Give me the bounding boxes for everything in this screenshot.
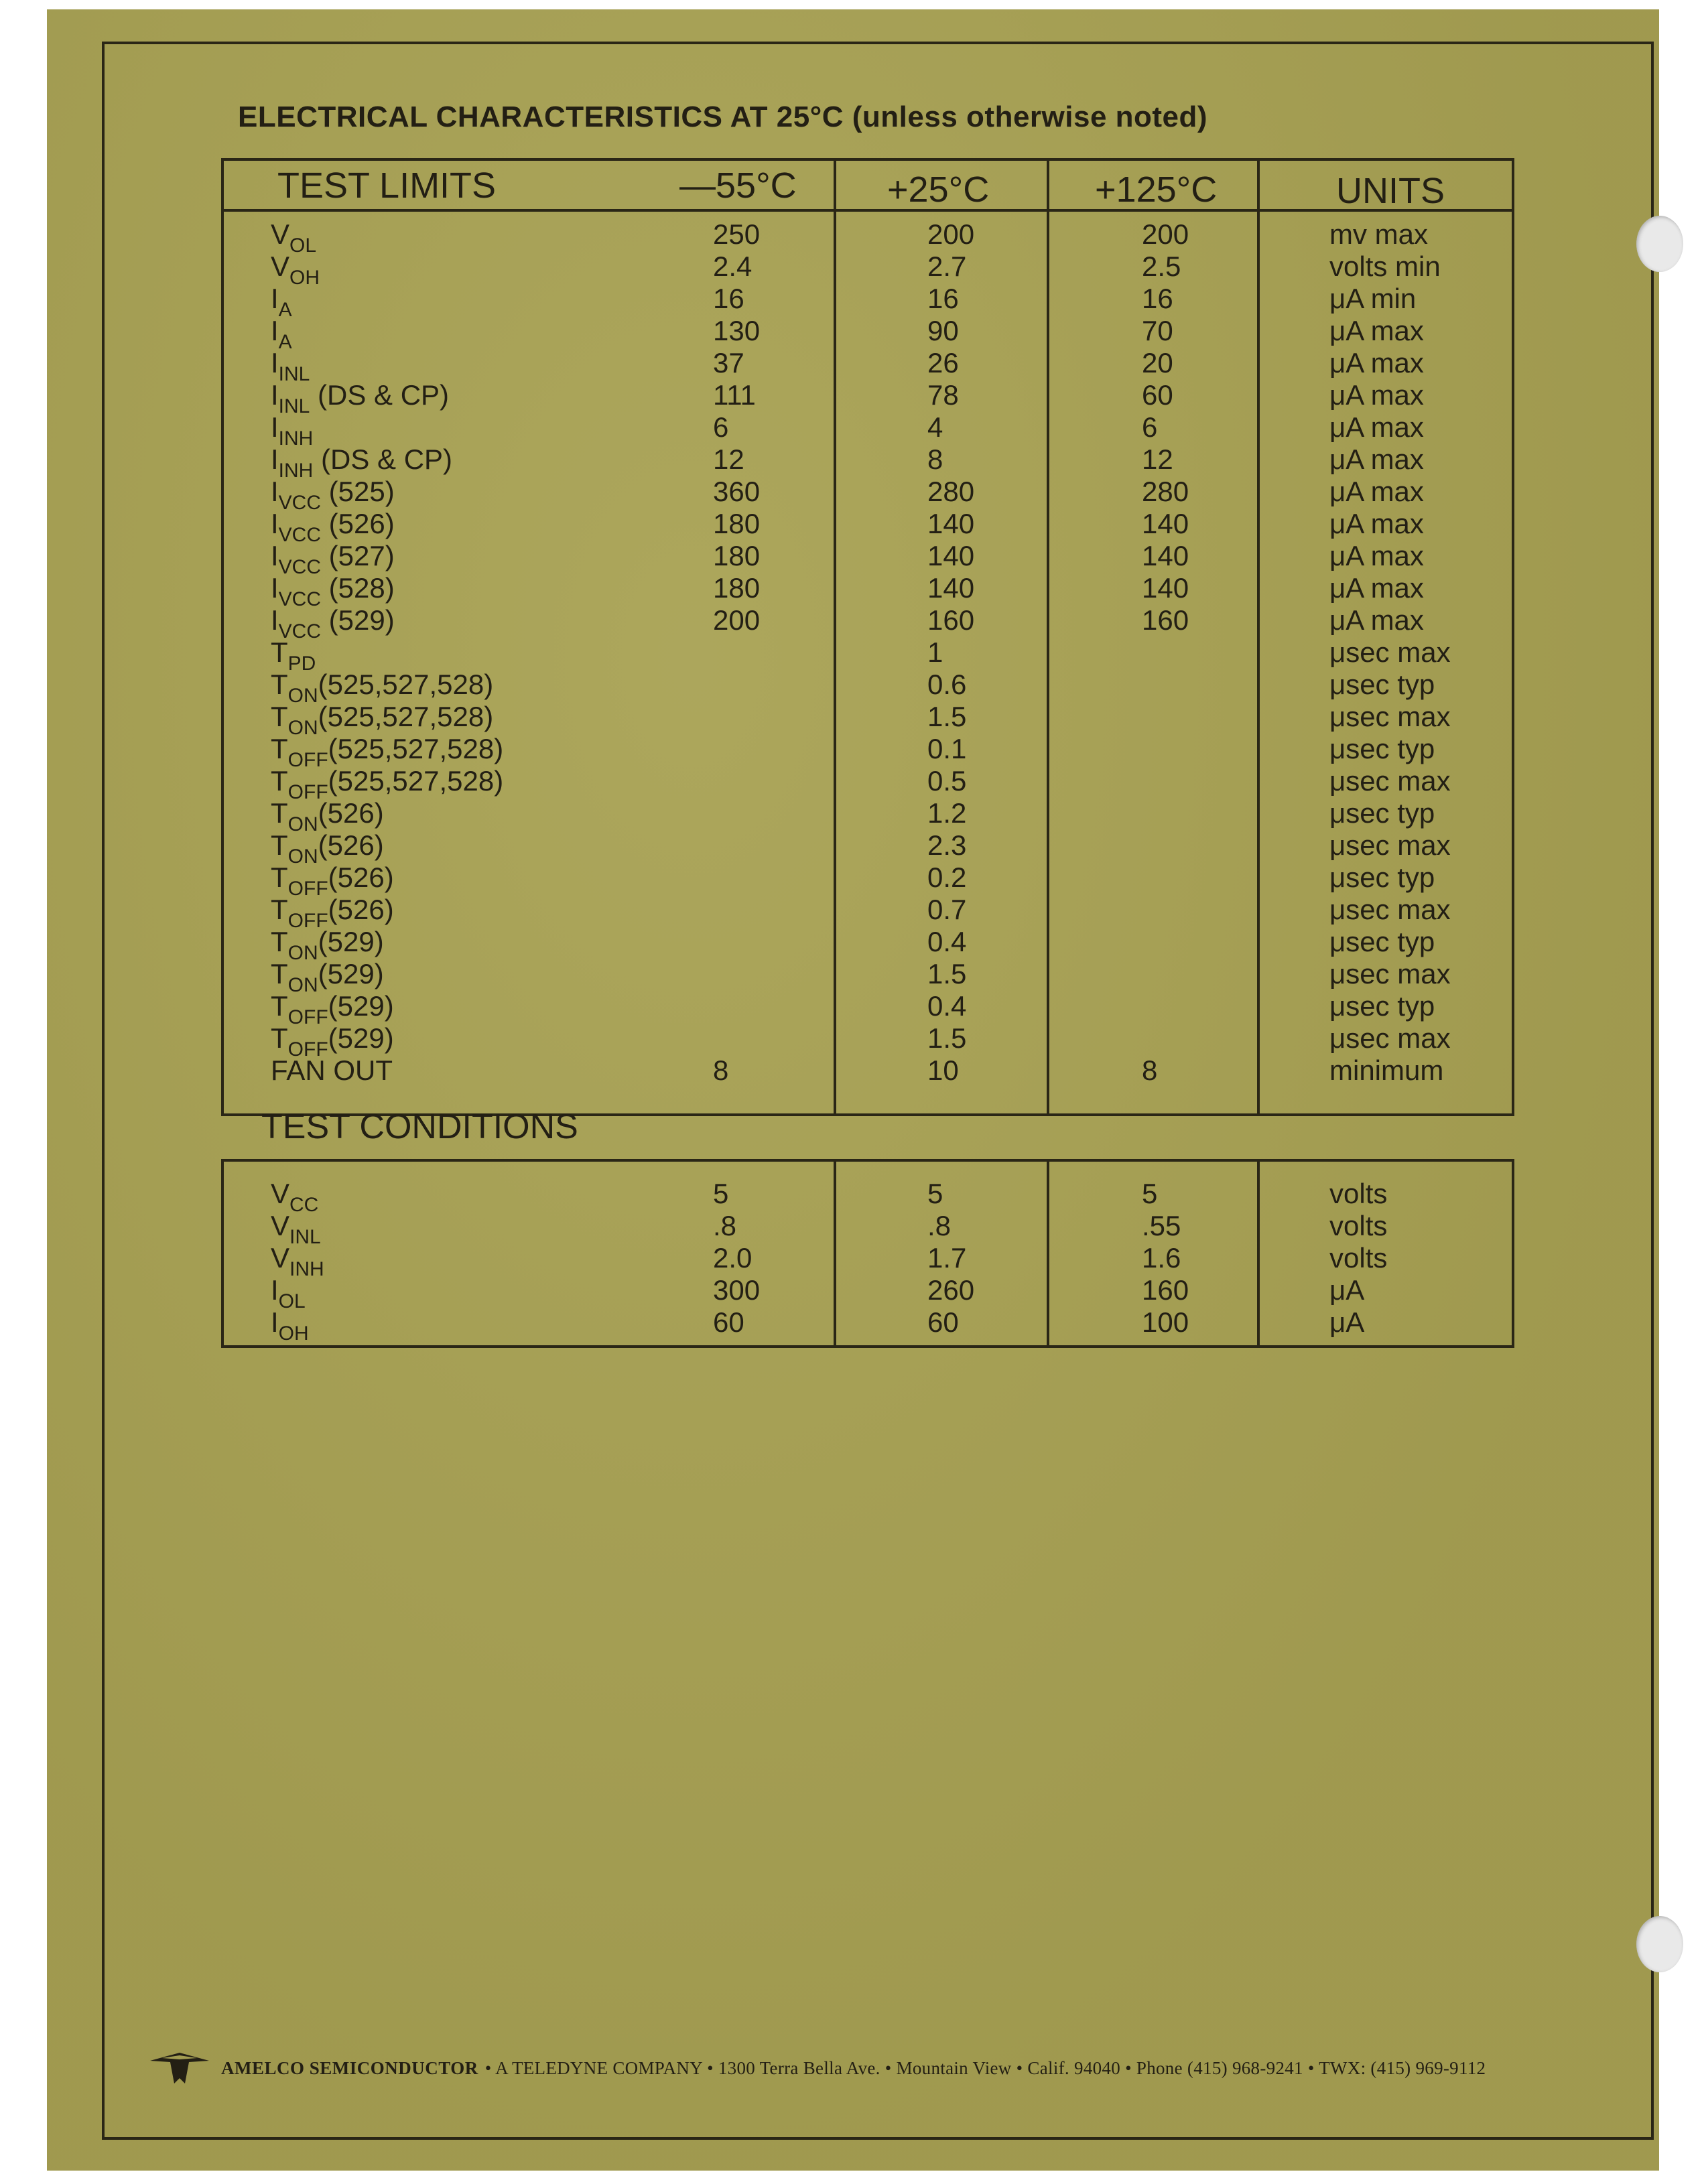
- param-symbol: T: [271, 894, 288, 925]
- units-cell: volts: [1329, 1178, 1388, 1209]
- param-symbol: V: [271, 251, 290, 282]
- value-plus-125c: 70: [1142, 315, 1173, 346]
- param-symbol: T: [271, 701, 288, 732]
- param-symbol: V: [271, 1210, 290, 1241]
- value-plus-125c: 20: [1142, 347, 1173, 379]
- param-symbol: T: [271, 733, 288, 764]
- param-subscript: OL: [289, 234, 317, 257]
- header-minus-55c: —55°C: [679, 165, 797, 206]
- param-suffix: (525): [321, 476, 395, 507]
- param-cell: [271, 540, 395, 578]
- value-minus-55c: 60: [713, 1306, 744, 1338]
- param-symbol: I: [271, 315, 279, 346]
- param-cell: [271, 1306, 309, 1345]
- value-plus-25c: 26: [927, 347, 959, 379]
- units-cell: μA max: [1329, 347, 1424, 379]
- table-row: [224, 283, 1512, 321]
- param-suffix: (526): [328, 862, 394, 893]
- value-plus-25c: 1.5: [927, 1022, 967, 1054]
- value-plus-25c: 140: [927, 540, 975, 571]
- units-cell: μA max: [1329, 315, 1424, 346]
- value-plus-25c: 16: [927, 283, 959, 314]
- table-row: [224, 636, 1512, 675]
- param-suffix: (529): [328, 990, 394, 1022]
- value-plus-25c: 140: [927, 508, 975, 539]
- param-cell: [271, 1274, 306, 1310]
- table-row: [224, 604, 1512, 642]
- value-minus-55c: 200: [713, 604, 761, 636]
- value-minus-55c: 16: [713, 283, 744, 314]
- param-suffix: (529): [318, 958, 384, 989]
- value-plus-25c: 1.2: [927, 797, 967, 829]
- param-cell: [271, 926, 384, 964]
- units-cell: μsec max: [1329, 829, 1451, 861]
- param-symbol: T: [271, 829, 288, 861]
- units-cell: μsec max: [1329, 765, 1451, 797]
- param-cell: [271, 765, 503, 801]
- page-title: ELECTRICAL CHARACTERISTICS AT 25°C (unless otherwise noted): [238, 100, 1208, 133]
- param-subscript: VCC: [278, 492, 322, 514]
- test-limits-table: [221, 158, 1514, 1116]
- param-cell: [271, 379, 449, 415]
- table-row: [224, 1306, 1512, 1345]
- value-plus-25c: 160: [927, 604, 975, 636]
- table-row: [224, 1242, 1512, 1280]
- param-symbol: T: [271, 636, 288, 668]
- param-symbol: T: [271, 926, 288, 957]
- param-symbol: T: [271, 669, 288, 700]
- value-plus-25c: .8: [927, 1210, 952, 1241]
- param-symbol: I: [271, 476, 279, 507]
- param-suffix: (DS & CP): [313, 443, 453, 475]
- value-plus-25c: 0.7: [927, 894, 967, 925]
- value-plus-25c: 1.5: [927, 958, 967, 989]
- value-plus-25c: 1: [927, 636, 943, 668]
- param-cell: [271, 251, 320, 289]
- header-plus-25c: +25°C: [887, 169, 990, 210]
- param-symbol: I: [271, 1274, 279, 1306]
- header-test-limits: TEST LIMITS: [277, 165, 497, 206]
- table-row: [224, 315, 1512, 353]
- units-cell: volts: [1329, 1210, 1388, 1241]
- param-cell: [271, 1022, 394, 1061]
- footer: [149, 2051, 1486, 2085]
- table-row: [224, 572, 1512, 610]
- param-suffix: (527): [321, 540, 395, 571]
- param-subscript: OH: [278, 1322, 309, 1345]
- param-suffix: (529): [318, 926, 384, 957]
- param-symbol: T: [271, 958, 288, 989]
- value-plus-25c: 5: [927, 1178, 943, 1209]
- value-plus-125c: 160: [1142, 1274, 1189, 1306]
- units-cell: minimum: [1329, 1054, 1444, 1086]
- param-cell: [271, 218, 317, 257]
- table-row: [224, 701, 1512, 739]
- value-plus-25c: 78: [927, 379, 959, 411]
- table-row: [224, 1054, 1512, 1087]
- value-minus-55c: 180: [713, 540, 761, 571]
- units-cell: μsec typ: [1329, 669, 1435, 700]
- units-cell: μsec typ: [1329, 733, 1435, 764]
- table-row: [224, 1022, 1512, 1061]
- table-row: [224, 476, 1512, 514]
- units-cell: μA max: [1329, 443, 1424, 475]
- table-row: [224, 862, 1512, 900]
- param-symbol: V: [271, 1242, 290, 1274]
- units-cell: μA min: [1329, 283, 1417, 314]
- value-minus-55c: 2.0: [713, 1242, 752, 1274]
- param-symbol: I: [271, 411, 279, 443]
- param-symbol: T: [271, 990, 288, 1022]
- units-cell: μA: [1329, 1274, 1365, 1306]
- param-subscript: A: [278, 331, 292, 353]
- table-row: [224, 733, 1512, 771]
- table-row: [224, 926, 1512, 964]
- param-symbol: I: [271, 508, 279, 539]
- value-plus-25c: 0.4: [927, 990, 967, 1022]
- value-minus-55c: 37: [713, 347, 744, 379]
- table-row: [224, 669, 1512, 707]
- units-cell: μsec max: [1329, 1022, 1451, 1054]
- param-symbol: I: [271, 604, 279, 636]
- header-units: UNITS: [1336, 171, 1445, 211]
- param-subscript: INH: [278, 460, 314, 482]
- value-minus-55c: 300: [713, 1274, 761, 1306]
- table-row: [224, 251, 1512, 289]
- param-subscript: INH: [278, 427, 314, 450]
- param-cell: [271, 958, 384, 994]
- param-cell: [271, 701, 494, 739]
- param-subscript: ON: [287, 685, 318, 707]
- table-row: [224, 1274, 1512, 1312]
- param-symbol: T: [271, 862, 288, 893]
- param-cell: [271, 1242, 324, 1278]
- table-row: [224, 1210, 1512, 1248]
- param-subscript: INL: [278, 363, 310, 385]
- param-cell: [271, 508, 395, 546]
- units-cell: μsec max: [1329, 958, 1451, 989]
- units-cell: μA max: [1329, 508, 1424, 539]
- table-row: [224, 443, 1512, 482]
- value-minus-55c: 130: [713, 315, 761, 346]
- value-plus-25c: 4: [927, 411, 943, 443]
- param-symbol: I: [271, 379, 279, 411]
- param-subscript: ON: [287, 942, 318, 964]
- value-minus-55c: .8: [713, 1210, 737, 1241]
- param-cell: [271, 733, 504, 771]
- param-suffix: (525,527,528): [328, 765, 504, 797]
- value-plus-25c: 10: [927, 1054, 959, 1086]
- table-row: [224, 218, 1512, 257]
- value-plus-25c: 90: [927, 315, 959, 346]
- units-cell: μsec max: [1329, 636, 1451, 668]
- units-cell: μsec max: [1329, 701, 1451, 732]
- param-cell: [271, 1210, 321, 1248]
- value-plus-25c: 280: [927, 476, 975, 507]
- param-cell: [271, 1054, 393, 1087]
- value-plus-125c: 16: [1142, 283, 1173, 314]
- param-subscript: CC: [289, 1194, 319, 1216]
- param-subscript: INH: [289, 1258, 324, 1280]
- units-cell: mv max: [1329, 218, 1428, 250]
- units-cell: μA max: [1329, 476, 1424, 507]
- binder-hole-bottom: [1636, 1916, 1683, 1972]
- value-minus-55c: 111: [713, 379, 756, 411]
- value-minus-55c: 5: [713, 1178, 729, 1209]
- param-cell: [271, 636, 316, 675]
- table-row: [224, 347, 1512, 385]
- param-subscript: A: [278, 299, 292, 321]
- table-row: [224, 379, 1512, 417]
- param-subscript: VCC: [278, 620, 322, 642]
- units-cell: μsec typ: [1329, 926, 1435, 957]
- header-divider: [224, 209, 1512, 212]
- units-cell: μA max: [1329, 572, 1424, 604]
- value-plus-25c: 1.7: [927, 1242, 967, 1274]
- param-suffix: (528): [321, 572, 395, 604]
- units-cell: volts min: [1329, 251, 1441, 282]
- units-cell: volts: [1329, 1242, 1388, 1274]
- param-suffix: (529): [321, 604, 395, 636]
- param-symbol: FAN OUT: [271, 1054, 393, 1086]
- units-cell: μA max: [1329, 379, 1424, 411]
- param-subscript: ON: [287, 717, 318, 739]
- units-cell: μA: [1329, 1306, 1365, 1338]
- param-symbol: T: [271, 765, 288, 797]
- param-subscript: OFF: [287, 749, 328, 771]
- param-subscript: INL: [289, 1226, 321, 1248]
- param-cell: [271, 669, 494, 707]
- table-row: [224, 765, 1512, 803]
- table-row: [224, 829, 1512, 868]
- table-row: [224, 990, 1512, 1028]
- value-plus-25c: 0.2: [927, 862, 967, 893]
- param-subscript: ON: [287, 974, 318, 996]
- units-cell: μsec typ: [1329, 990, 1435, 1022]
- param-subscript: VCC: [278, 524, 322, 546]
- value-plus-125c: 100: [1142, 1306, 1189, 1338]
- param-symbol: I: [271, 540, 279, 571]
- value-plus-125c: 8: [1142, 1054, 1158, 1086]
- param-subscript: PD: [287, 653, 316, 675]
- param-cell: [271, 604, 395, 640]
- value-plus-125c: 2.5: [1142, 251, 1181, 282]
- units-cell: μsec max: [1329, 894, 1451, 925]
- param-cell: [271, 283, 292, 321]
- value-plus-125c: 140: [1142, 572, 1189, 604]
- value-plus-25c: 0.1: [927, 733, 967, 764]
- param-symbol: I: [271, 443, 279, 475]
- param-suffix: (526): [318, 829, 384, 861]
- value-plus-125c: .55: [1142, 1210, 1181, 1241]
- value-minus-55c: 360: [713, 476, 761, 507]
- value-plus-125c: 140: [1142, 540, 1189, 571]
- param-cell: [271, 862, 394, 900]
- test-conditions-table: [221, 1159, 1514, 1348]
- value-plus-25c: 0.4: [927, 926, 967, 957]
- param-cell: [271, 315, 292, 353]
- value-minus-55c: 180: [713, 508, 761, 539]
- param-suffix: (529): [328, 1022, 394, 1054]
- value-plus-25c: 8: [927, 443, 943, 475]
- value-plus-125c: 160: [1142, 604, 1189, 636]
- units-cell: μA max: [1329, 540, 1424, 571]
- value-minus-55c: 8: [713, 1054, 729, 1086]
- param-suffix: (525,527,528): [318, 701, 494, 732]
- units-cell: μsec typ: [1329, 862, 1435, 893]
- value-plus-125c: 60: [1142, 379, 1173, 411]
- value-minus-55c: 12: [713, 443, 744, 475]
- param-symbol: I: [271, 347, 279, 379]
- value-plus-125c: 280: [1142, 476, 1189, 507]
- value-plus-125c: 140: [1142, 508, 1189, 539]
- param-suffix: (526): [318, 797, 384, 829]
- value-plus-25c: 260: [927, 1274, 975, 1306]
- table-row: [224, 797, 1512, 835]
- param-cell: [271, 411, 314, 450]
- param-cell: [271, 894, 394, 932]
- param-subscript: VCC: [278, 556, 322, 578]
- param-symbol: T: [271, 797, 288, 829]
- value-plus-125c: 5: [1142, 1178, 1158, 1209]
- value-plus-25c: 0.6: [927, 669, 967, 700]
- units-cell: μA max: [1329, 411, 1424, 443]
- param-symbol: V: [271, 1178, 290, 1209]
- table-row: [224, 1178, 1512, 1216]
- param-suffix: (DS & CP): [310, 379, 450, 411]
- param-cell: [271, 476, 395, 514]
- value-plus-25c: 200: [927, 218, 975, 250]
- value-plus-125c: 1.6: [1142, 1242, 1181, 1274]
- value-plus-25c: 1.5: [927, 701, 967, 732]
- header-plus-125c: +125°C: [1095, 169, 1218, 210]
- value-minus-55c: 250: [713, 218, 761, 250]
- param-symbol: I: [271, 572, 279, 604]
- param-subscript: INL: [278, 395, 310, 417]
- value-plus-125c: 200: [1142, 218, 1189, 250]
- table-row: [224, 508, 1512, 546]
- value-plus-25c: 0.5: [927, 765, 967, 797]
- param-subscript: OFF: [287, 1006, 328, 1028]
- table-row: [224, 411, 1512, 450]
- page-frame-left: [102, 42, 105, 2140]
- value-plus-125c: 12: [1142, 443, 1173, 475]
- units-cell: μA max: [1329, 604, 1424, 636]
- param-cell: [271, 1178, 319, 1216]
- param-cell: [271, 829, 384, 868]
- test-limits-rows: [224, 218, 1512, 1087]
- param-subscript: VCC: [278, 588, 322, 610]
- param-subscript: OFF: [287, 1038, 328, 1061]
- footer-company: AMELCO SEMICONDUCTOR: [221, 2057, 478, 2078]
- param-subscript: OH: [289, 267, 320, 289]
- param-cell: [271, 797, 384, 833]
- param-symbol: I: [271, 1306, 279, 1338]
- param-subscript: ON: [287, 845, 318, 868]
- param-suffix: (525,527,528): [318, 669, 494, 700]
- param-cell: [271, 347, 310, 383]
- param-suffix: (525,527,528): [328, 733, 504, 764]
- param-cell: [271, 443, 453, 482]
- test-conditions-title: TEST CONDITIONS: [261, 1107, 578, 1146]
- param-cell: [271, 572, 395, 608]
- teledyne-logo-icon: [149, 2051, 210, 2085]
- param-symbol: V: [271, 218, 290, 250]
- value-plus-125c: 6: [1142, 411, 1158, 443]
- value-plus-25c: 2.7: [927, 251, 967, 282]
- table-row: [224, 894, 1512, 932]
- test-conditions-rows: [224, 1178, 1512, 1345]
- value-plus-25c: 2.3: [927, 829, 967, 861]
- param-suffix: (526): [328, 894, 394, 925]
- binder-hole-top: [1636, 216, 1683, 272]
- param-symbol: T: [271, 1022, 288, 1054]
- param-subscript: OL: [278, 1290, 306, 1312]
- table-row: [224, 540, 1512, 578]
- value-plus-25c: 60: [927, 1306, 959, 1338]
- value-minus-55c: 6: [713, 411, 729, 443]
- param-suffix: (526): [321, 508, 395, 539]
- table-row: [224, 958, 1512, 996]
- value-minus-55c: 2.4: [713, 251, 752, 282]
- value-minus-55c: 180: [713, 572, 761, 604]
- param-subscript: OFF: [287, 910, 328, 932]
- param-subscript: OFF: [287, 878, 328, 900]
- param-symbol: I: [271, 283, 279, 314]
- param-cell: [271, 990, 394, 1026]
- value-plus-25c: 140: [927, 572, 975, 604]
- param-subscript: OFF: [287, 781, 328, 803]
- param-subscript: ON: [287, 813, 318, 835]
- footer-address: • A TELEDYNE COMPANY • 1300 Terra Bella Ave. • Mountain View • Calif. 94040 • Phone (415) 968-9241 • TWX: (415) 969-9112: [484, 2057, 1486, 2078]
- units-cell: μsec typ: [1329, 797, 1435, 829]
